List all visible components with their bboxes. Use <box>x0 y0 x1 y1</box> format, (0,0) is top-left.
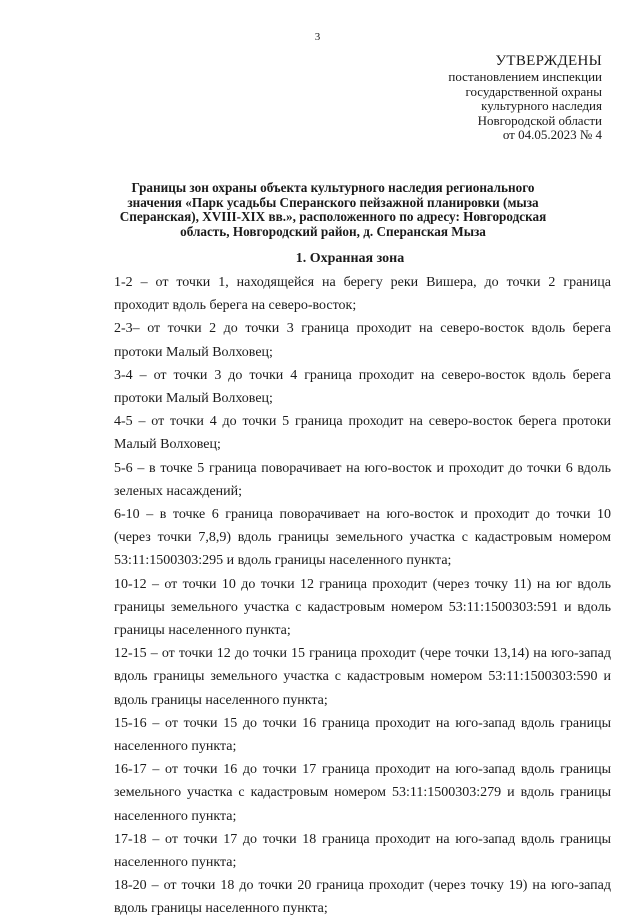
boundary-item: 4-5 – от точки 4 до точки 5 граница проходит на северо-восток берега протоки Малый Волховец; <box>114 414 611 453</box>
boundary-item: 1-2 – от точки 1, находящейся на берегу реки Вишера, до точки 2 граница проходит вдоль берега на северо-восток; <box>114 275 611 314</box>
approval-line: культурного наследия <box>481 98 602 113</box>
boundary-list <box>114 271 611 921</box>
boundary-item: 17-18 – от точки 17 до точки 18 граница проходит на юго-запад вдоль границы населенного пункта; <box>114 831 611 871</box>
approval-line: постановлением инспекции <box>448 69 602 84</box>
document-title: Границы зон охраны объекта культурного наследия регионального значения «Парк усадьбы Сперанского пейзажной планировки (мыза Сперанская), XVIII-XIX вв.», расположенного по адресу: Новгородская область, Новгородский район, д. Сперанская Мыза <box>119 180 547 239</box>
boundary-item: 18-20 – от точки 18 до точки 20 граница проходит (через точку 19) на юго-запад вдоль границы населенного пункта; <box>114 878 611 917</box>
approval-line: Новгородской области <box>477 112 602 128</box>
section-heading: 1. Охранная зона <box>295 251 405 266</box>
boundary-item: 10-12 – от точки 10 до точки 12 граница проходит (через точку 11) на юг вдоль границы земельного участка с кадастровым номером 53:11:1500303:591 и вдоль границы населенного пункта; <box>114 576 611 639</box>
boundary-item: 15-16 – от точки 15 до точки 16 граница проходит на юго-запад вдоль границы населенного пункта; <box>114 715 611 755</box>
approval-block <box>448 52 602 143</box>
boundary-item: 6-10 – в точке 6 граница поворачивает на юго-восток и проходит до точки 10 (через точки 7,8,9) вдоль границы земельного участка с кадастровым номером 53:11:1500303:295 и вдоль границы населенного пункта; <box>114 507 611 569</box>
approval-heading: УТВЕРЖДЕНЫ <box>495 53 602 69</box>
boundary-item: 2-3– от точки 2 до точки 3 граница проходит на северо-восток вдоль берега протоки Малый Волховец; <box>114 321 611 360</box>
approval-date-line: от 04.05.2023 № 4 <box>502 127 602 142</box>
boundary-item: 3-4 – от точки 3 до точки 4 граница проходит на северо-восток вдоль берега протоки Малый Волховец; <box>114 367 611 407</box>
approval-line: государственной охраны <box>465 83 602 99</box>
boundary-item: 5-6 – в точке 5 граница поворачивает на юго-восток и проходит до точки 6 вдоль зеленых насаждений; <box>114 460 611 499</box>
page-number: 3 <box>314 31 321 43</box>
boundary-item: 16-17 – от точки 16 до точки 17 граница проходит на юго-запад вдоль границы земельного участка с кадастровым номером 53:11:1500303:279 и вдоль границы населенного пункта; <box>114 762 611 824</box>
boundary-item: 12-15 – от точки 12 до точки 15 граница проходит (чере точки 13,14) на юго-запад вдоль границы земельного участка с кадастровым номером 53:11:1500303:590 и вдоль границы населенного пункта; <box>114 646 611 708</box>
